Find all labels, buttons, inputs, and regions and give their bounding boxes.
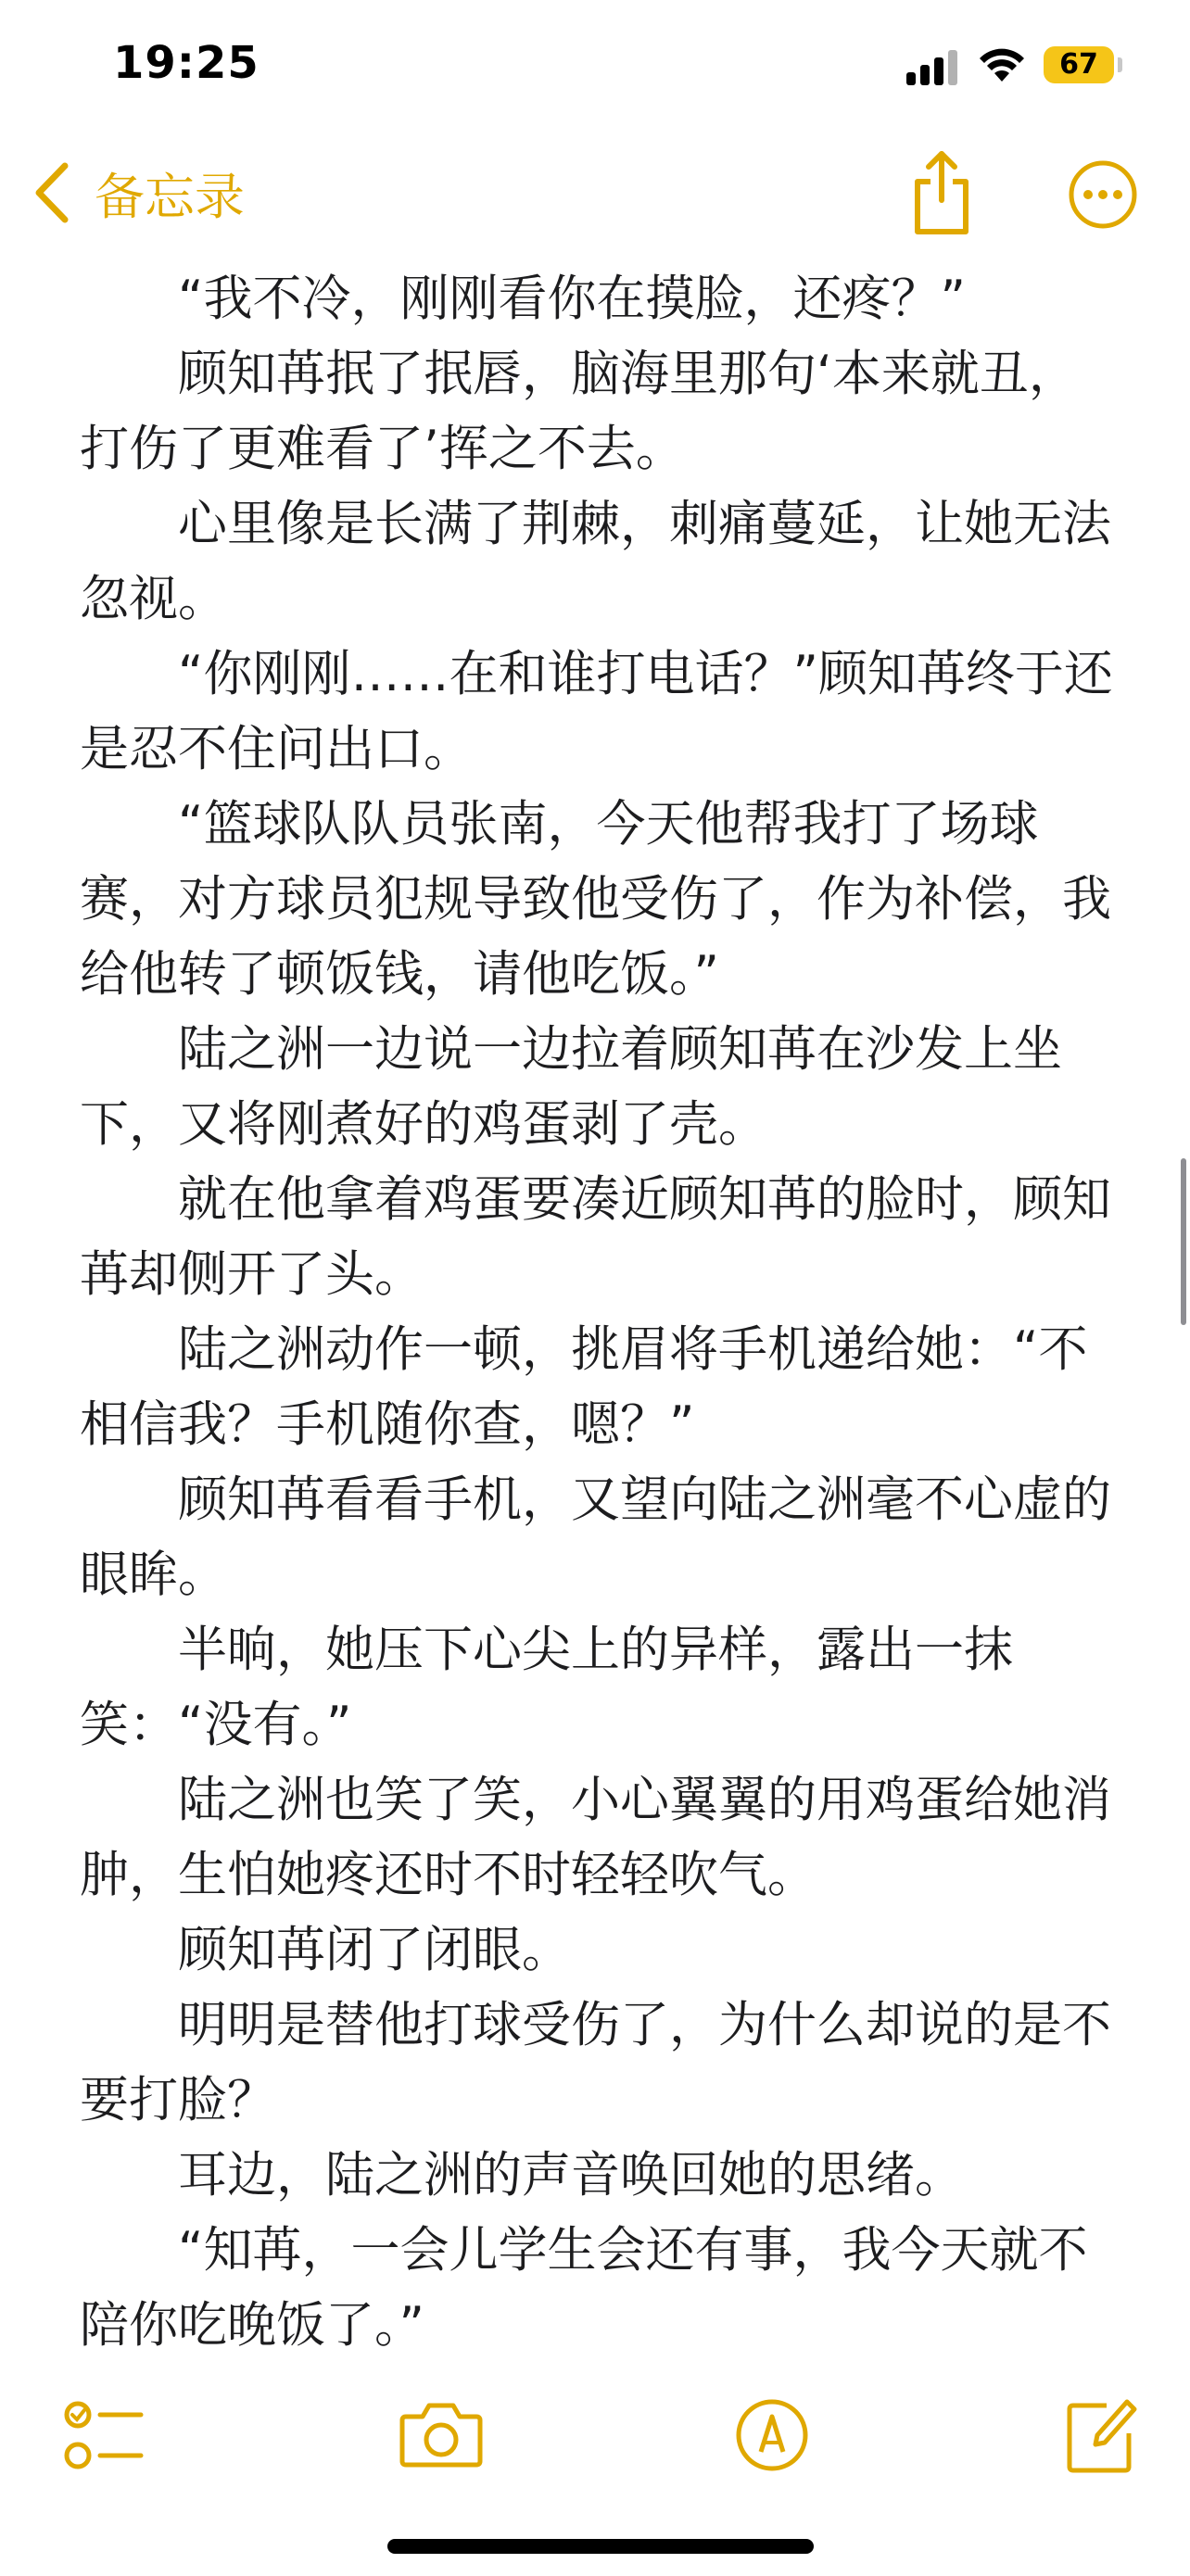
- status-time: 19:25: [113, 37, 260, 89]
- note-paragraph: 半晌，她压下心尖上的异样，露出一抹笑：“没有。”: [80, 1622, 1013, 1753]
- wifi-icon: [977, 46, 1027, 83]
- status-bar: [0, 0, 1190, 130]
- scroll-indicator[interactable]: [1181, 1158, 1186, 1325]
- battery-indicator: 67: [1044, 46, 1114, 83]
- note-paragraph: 耳边，陆之洲的声音唤回她的思绪。: [178, 2147, 964, 2203]
- note-paragraph: “篮球队队员张南，今天他帮我打了场球赛，对方球员犯规导致他受伤了，作为补偿，我给他转了顿饭钱，请他吃饭。”: [80, 796, 1111, 1003]
- note-paragraph: 就在他拿着鸡蛋要凑近顾知苒的脸时，顾知苒却侧开了头。: [80, 1171, 1111, 1303]
- battery-cap: [1118, 57, 1122, 72]
- markup-pen-icon[interactable]: [734, 2389, 810, 2481]
- note-paragraph: 顾知苒抿了抿唇，脑海里那句‘本来就丑，打伤了更难看了’挥之不去。: [80, 346, 1078, 477]
- more-icon[interactable]: [1068, 159, 1138, 230]
- note-paragraph: 心里像是长满了荆棘，刺痛蔓延，让她无法忽视。: [80, 496, 1111, 627]
- back-button[interactable]: [32, 156, 245, 230]
- note-paragraph: “你刚刚……在和谁打电话？”顾知苒终于还是忍不住问出口。: [80, 646, 1113, 777]
- bottom-toolbar: [0, 2389, 1190, 2491]
- cellular-signal-icon: [906, 48, 958, 85]
- note-paragraph: 明明是替他打球受伤了，为什么却说的是不要打脸？: [80, 1997, 1111, 2128]
- note-paragraph: 陆之洲也笑了笑，小心翼翼的用鸡蛋给她消肿，生怕她疼还时不时轻轻吹气。: [80, 1772, 1111, 1903]
- note-paragraph: “知苒，一会儿学生会还有事，我今天就不陪你吃晚饭了。”: [80, 2222, 1088, 2354]
- note-paragraph: 陆之洲一边说一边拉着顾知苒在沙发上坐下，又将刚煮好的鸡蛋剥了壳。: [80, 1021, 1062, 1153]
- note-paragraph: 顾知苒看看手机，又望向陆之洲毫不心虚的眼眸。: [80, 1471, 1111, 1603]
- camera-icon[interactable]: [399, 2389, 484, 2481]
- compose-icon[interactable]: [1064, 2389, 1138, 2481]
- back-label: 备忘录: [95, 167, 245, 226]
- nav-bar: [0, 148, 1190, 241]
- note-body[interactable]: [80, 261, 1118, 2363]
- note-paragraph: 顾知苒闭了闭眼。: [178, 1922, 571, 1978]
- note-paragraph: 陆之洲动作一顿，挑眉将手机递给她：“不相信我？手机随你查，嗯？”: [80, 1321, 1088, 1453]
- home-indicator[interactable]: [387, 2539, 814, 2554]
- chevron-left-icon: [32, 160, 72, 225]
- note-paragraph: “我不冷，刚刚看你在摸脸，还疼？”: [178, 271, 966, 327]
- checklist-icon[interactable]: [61, 2389, 145, 2481]
- share-icon[interactable]: [908, 148, 975, 237]
